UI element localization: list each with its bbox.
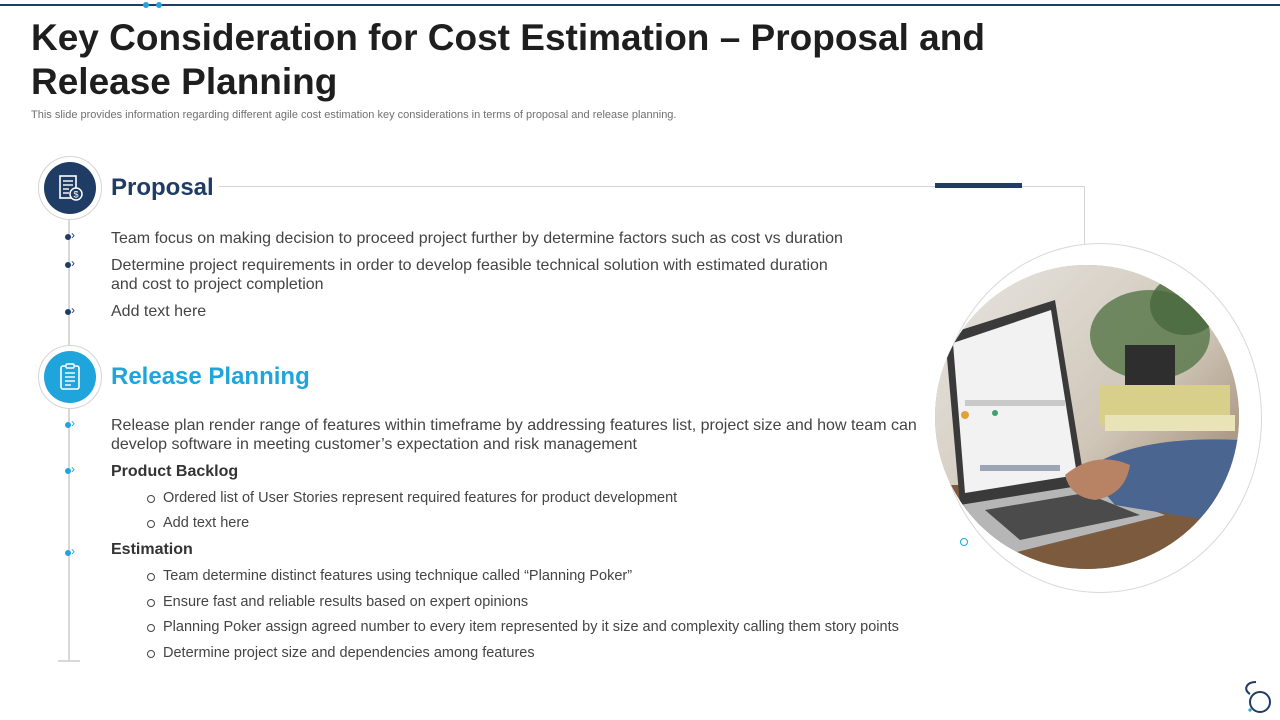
laptop-typing-photo [935, 265, 1239, 569]
release-icon-badge [38, 345, 102, 409]
bullet-marker: › [65, 548, 79, 558]
estimation-item: Planning Poker assign agreed number to every item represented by it size and complexity calling them story points [147, 618, 899, 636]
estimation-item: Ensure fast and reliable results based on expert opinions [147, 593, 528, 611]
estimation-heading: Estimation [111, 541, 193, 558]
proposal-accent-bar [935, 183, 1022, 188]
bullet-marker: › [65, 260, 79, 270]
top-rule-dot [156, 2, 162, 8]
estimation-item: Team determine distinct features using technique called “Planning Poker” [147, 567, 632, 585]
top-rule-dot [143, 2, 149, 8]
slide-title: Key Consideration for Cost Estimation – Proposal and Release Planning [31, 17, 985, 102]
backlog-heading: Product Backlog [111, 463, 239, 480]
proposal-title: Proposal [111, 174, 214, 201]
estimation-item: Determine project size and dependencies among features [147, 644, 535, 662]
bullet-marker: › [65, 466, 79, 476]
bullet-marker: › [65, 420, 79, 430]
backlog-item: Ordered list of User Stories represent required features for product development [147, 489, 677, 507]
clipboard-list-icon [56, 362, 84, 392]
proposal-icon-badge [38, 156, 102, 220]
timeline-base [58, 660, 80, 662]
proposal-bullet: Team focus on making decision to proceed project further by determine factors such as cost vs duration [111, 230, 843, 247]
backlog-item: Add text here [147, 514, 249, 532]
bullet-marker: › [65, 307, 79, 317]
slide-subtitle: This slide provides information regarding different agile cost estimation key considerations in terms of proposal and release planning. [31, 109, 677, 121]
svg-text:$: $ [73, 189, 79, 200]
brand-logo-icon [1238, 676, 1276, 716]
release-title: Release Planning [111, 363, 310, 390]
proposal-bullet: Determine project requirements in order to develop feasible technical solution with estimated duration and cost to project completion [111, 257, 828, 293]
bullet-marker: › [65, 232, 79, 242]
ring-dot [960, 538, 968, 546]
proposal-connector [1084, 186, 1085, 244]
timeline-line [68, 216, 70, 660]
document-dollar-icon [55, 173, 85, 203]
release-intro: Release plan render range of features within timeframe by addressing features list, project size and how team can develop software in meeting customer’s expectation and risk management [111, 417, 917, 453]
proposal-bullet: Add text here [111, 303, 207, 320]
top-rule [0, 4, 1280, 6]
